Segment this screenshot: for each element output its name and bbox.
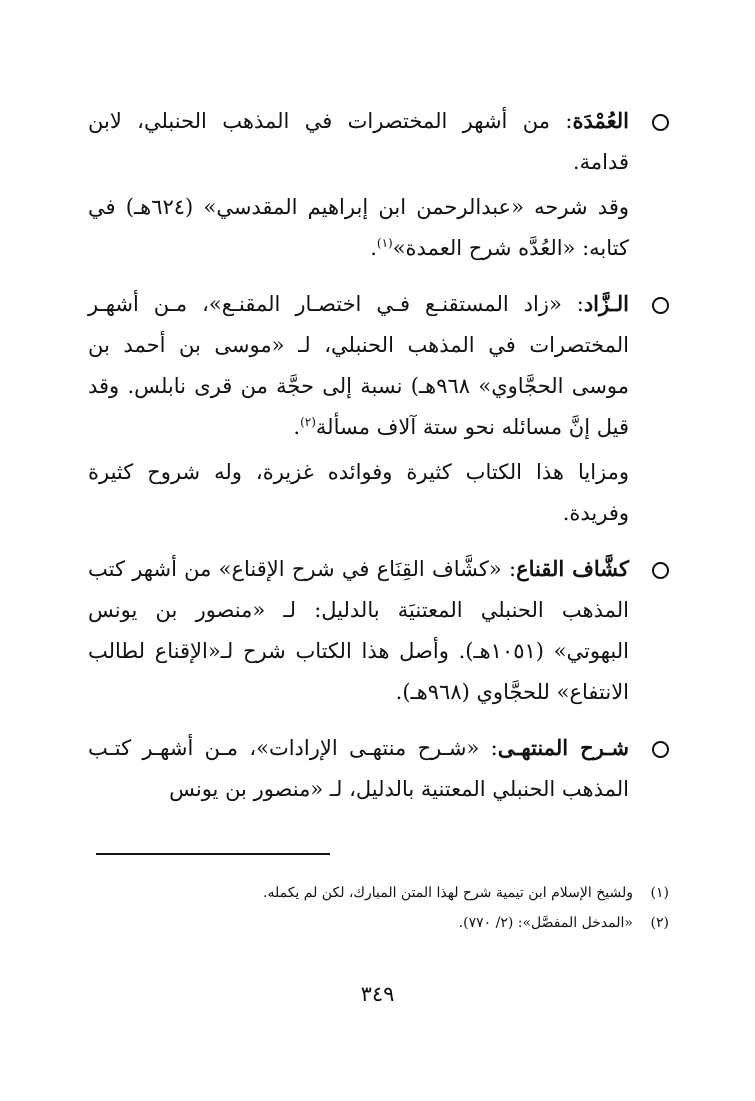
entry-paragraph bbox=[88, 187, 629, 269]
bullet-circle-icon bbox=[652, 562, 669, 579]
entry-paragraph bbox=[88, 548, 629, 713]
entry-tail: . bbox=[293, 415, 301, 439]
term-separator: : bbox=[501, 557, 517, 581]
entry-term: العُمْدَة bbox=[572, 108, 629, 133]
entry-paragraph bbox=[88, 452, 629, 534]
entry-paragraph bbox=[88, 727, 629, 810]
entry-term: الـزَّاد bbox=[583, 291, 629, 316]
entry-paragraph bbox=[88, 283, 629, 448]
term-separator: : bbox=[561, 292, 584, 316]
footnote-ref: (١) bbox=[376, 236, 393, 250]
entry-paragraph bbox=[88, 100, 629, 183]
footnotes bbox=[88, 878, 669, 938]
footnote-text: «المدخل المفصَّل»: (٢/ ٧٧٠). bbox=[458, 915, 633, 931]
footnote-item bbox=[88, 878, 669, 908]
footnote-ref: (٢) bbox=[300, 415, 316, 429]
bullet-circle-icon bbox=[652, 114, 669, 131]
page-body bbox=[88, 100, 669, 824]
footnote-number: (٢) bbox=[650, 915, 669, 931]
footnote-text: ولشيخ الإسلام ابن تيمية شرح لهذا المتن المبارك، لكن لم يكمله. bbox=[263, 885, 633, 901]
entry-text: «كشَّاف القِنَاع في شرح الإقناع» من أشهر كتب المذهب الحنبلي المعتنيَة بالدليل: لـ «منصور بن يونس البهوتي» (١٠٥١هـ). وأصل هذا الكتاب شرح لـ«الإقناع لطالب الانتفاع» للحجَّاوي (٩٦٨هـ). bbox=[88, 557, 629, 704]
term-separator: : bbox=[479, 736, 498, 760]
footnote-divider bbox=[96, 853, 330, 855]
entry-term: شـرح المنتهـى bbox=[497, 735, 629, 760]
entry-text: وقد شرحه «عبدالرحمن ابن إبراهيم المقدسي» (٦٢٤هـ) في كتابه: «العُدَّه شرح العمدة» bbox=[88, 195, 630, 260]
entry-zad bbox=[88, 283, 669, 534]
entry-text: «زاد المستقنـع فـي اختصـار المقنـع»، مـن أشهـر المختصرات في المذهب الحنبلي، لـ «موسى بن أحمد بن موسى الحجَّاوي» ٩٦٨هـ) نسبة إلى حجَّة من قرى نابلس. وقد قيل إنَّ مسائله نحو ستة آلاف مسألة bbox=[88, 292, 630, 439]
footnote-number: (١) bbox=[650, 885, 669, 901]
bullet-circle-icon bbox=[652, 297, 669, 314]
entry-tail: . bbox=[370, 236, 377, 260]
term-separator: : bbox=[550, 109, 573, 133]
entry-text: ومزايا هذا الكتاب كثيرة وفوائده غزيرة، وله شروح كثيرة وفريدة. bbox=[88, 460, 629, 525]
bullet-circle-icon bbox=[652, 741, 669, 758]
footnote-item bbox=[88, 908, 669, 938]
entry-text: من أشهر المختصرات في المذهب الحنبلي، لابن قدامة. bbox=[88, 109, 629, 174]
page-number: ٣٤٩ bbox=[360, 982, 395, 1006]
entry-muntaha bbox=[88, 727, 669, 810]
entry-term: كشَّاف القناع bbox=[516, 556, 629, 581]
entry-kashshaf bbox=[88, 548, 669, 713]
entry-umda bbox=[88, 100, 669, 269]
entry-text: «شـرح منتهـى الإرادات»، مـن أشهـر كتـب المذهب الحنبلي المعتنية بالدليل، لـ «منصور بن يونس bbox=[88, 736, 629, 801]
